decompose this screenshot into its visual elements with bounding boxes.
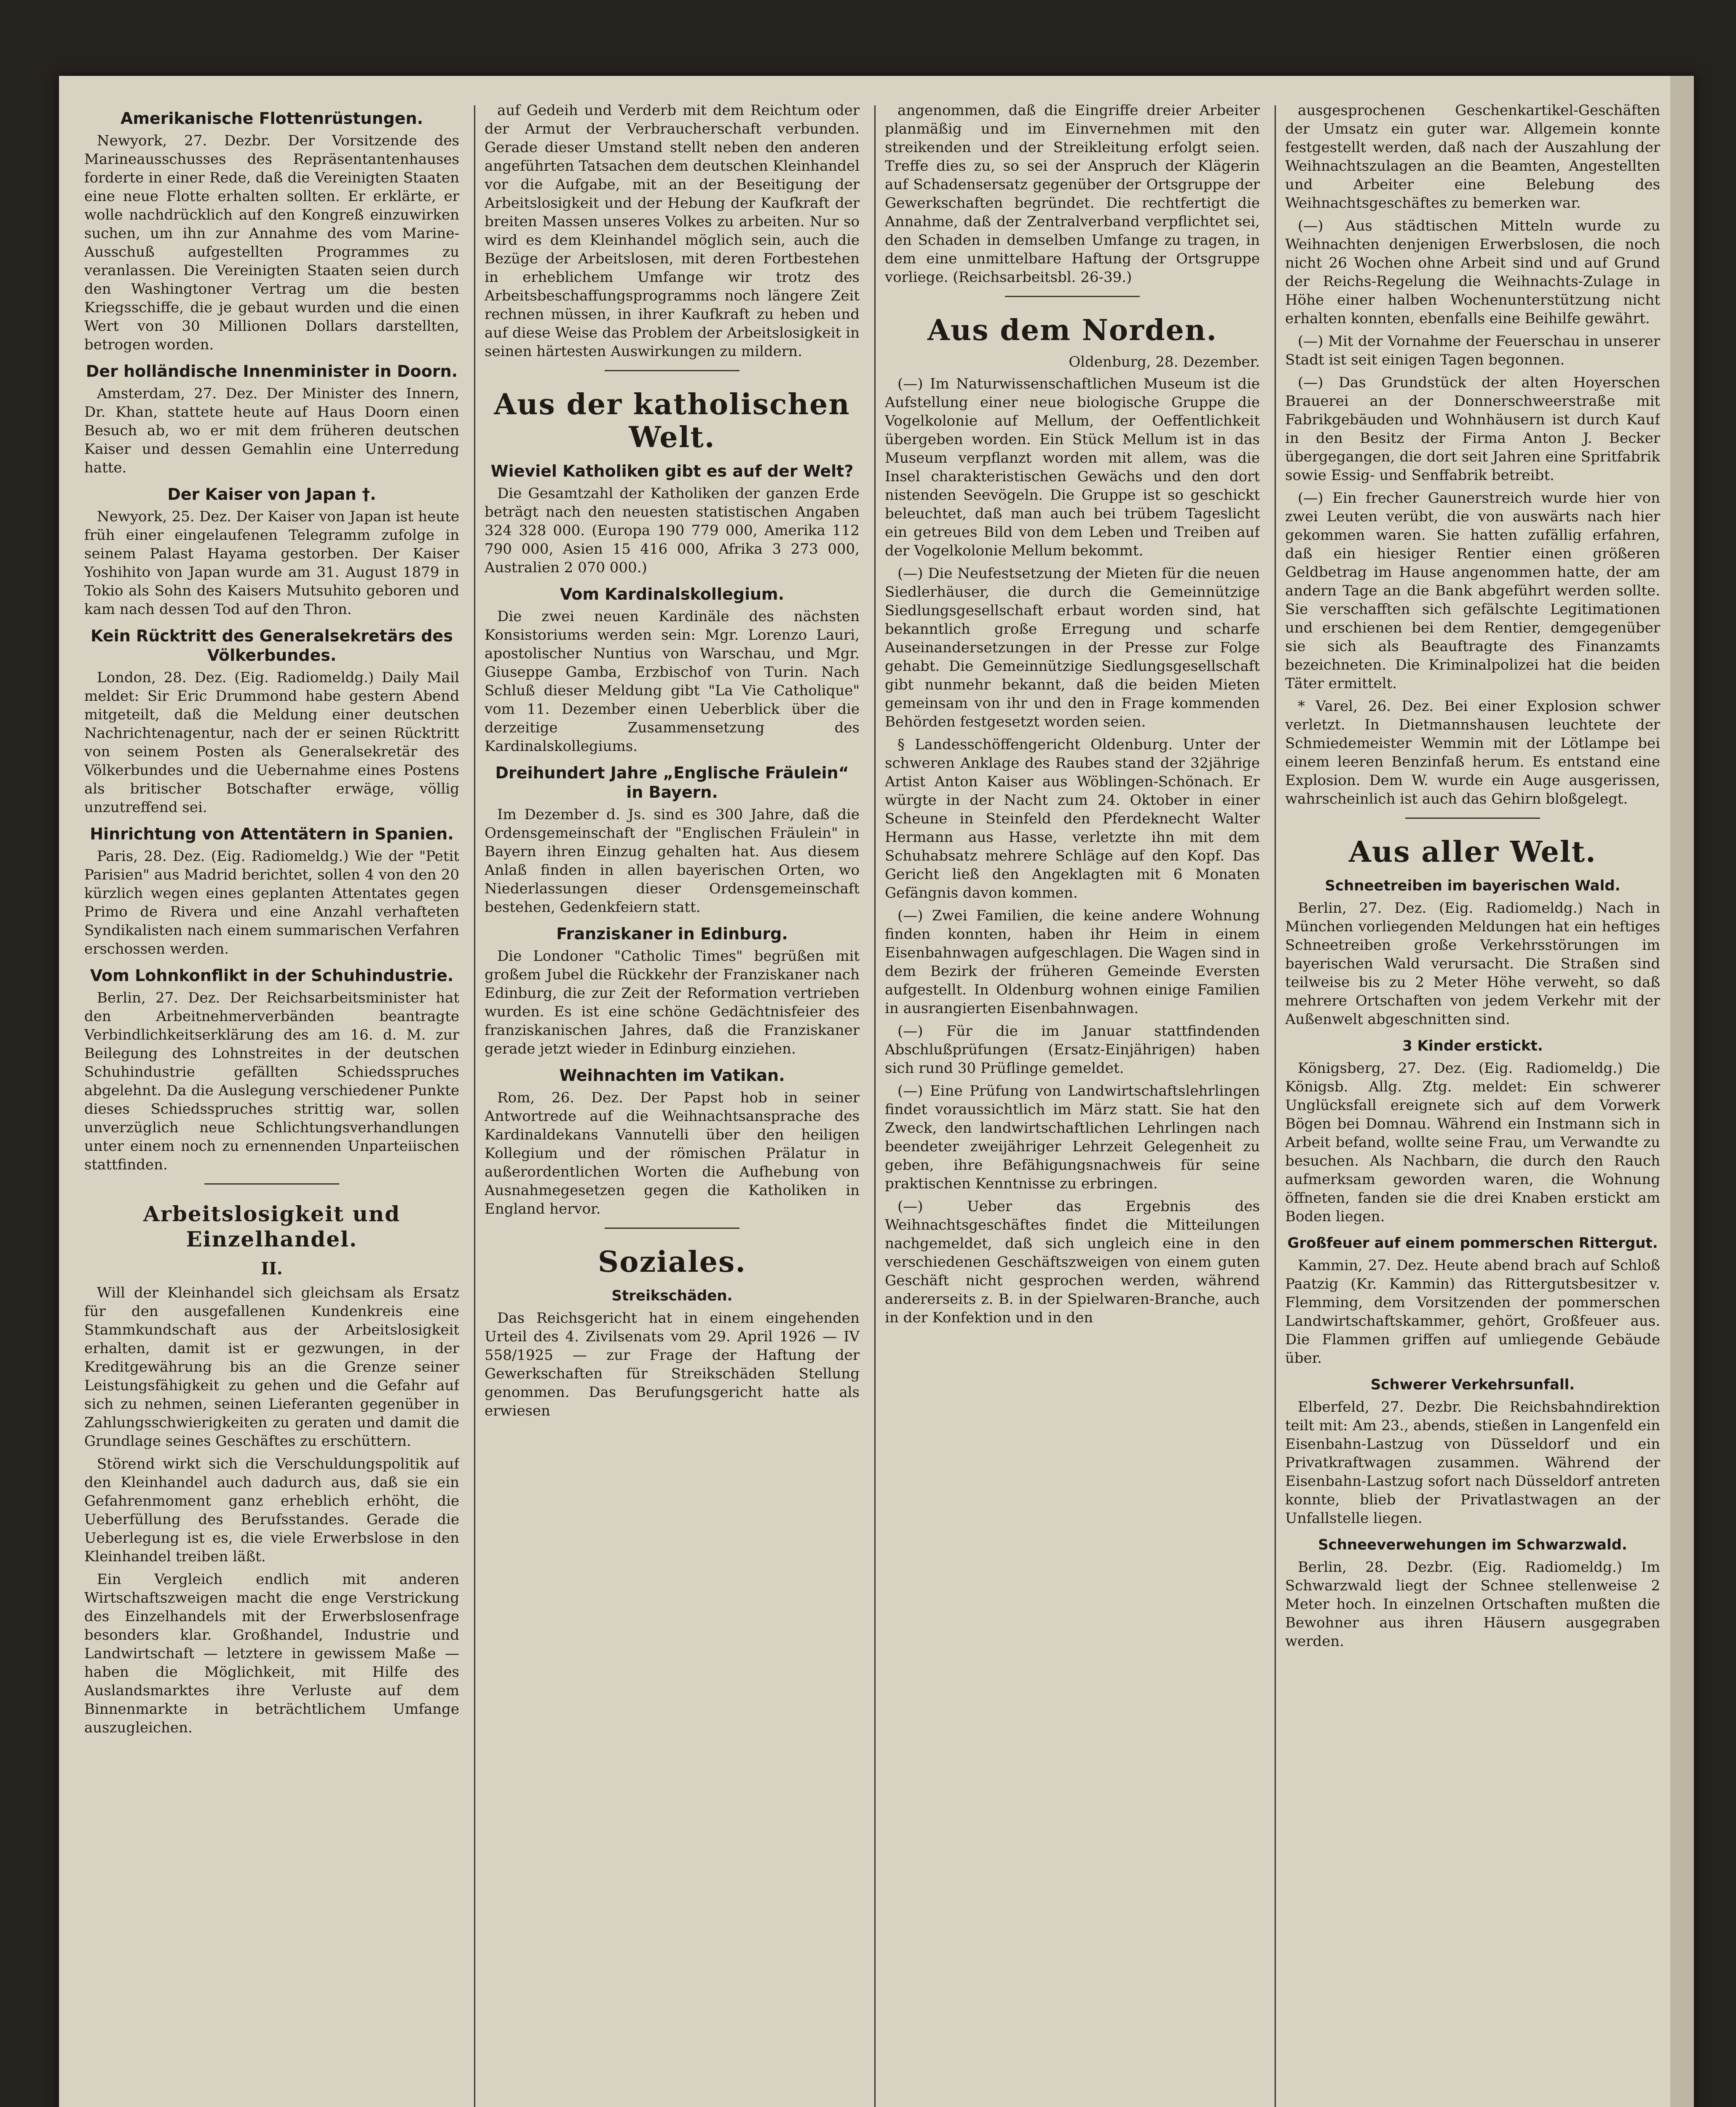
article-text: Die Londoner "Catholic Times" begrüßen mit großem Jubel die Rückkehr der Franziskaner nach Edinburg, die zur Zeit der Reformation vertrieben wurden. Es ist eine schöne Gedächtnisfeier des franziskanischen Jahres, daß die Franziskaner gerade jetzt wieder in Edinburg einziehen. xyxy=(485,948,860,1057)
article-text: (—) Die Neufestsetzung der Mieten für die neuen Siedlerhäuser, die durch die Gemeinnützige Siedlungsgesellschaft erbaut worden sind, hat bekanntlich große Erregung und scharfe Auseinandersetzungen in der Presse zur Folge gehabt. Die Gemeinnützige Siedlungsgesellschaft gibt nunmehr bekannt, daß die beiden Mieten gemeinsam von ihr und den in Frage kommenden Behörden festgesetzt worden seien. xyxy=(885,565,1260,730)
article-text: Ein Vergleich endlich mit anderen Wirtschaftszweigen macht die enge Verstrickung des Einzelhandels mit der Erwerbslosenfrage besonders klar. Großhandel, Industrie und Landwirtschaft — letztere in gewissem Maße — haben die Möglichkeit, mit Hilfe des Auslandsmarktes ihre Verluste auf dem Binnenmarkte in beträchtlichem Umfange auszugleichen. xyxy=(84,1571,459,1736)
headline: Vom Kardinalskollegium. xyxy=(560,585,785,603)
article-text: Elberfeld, 27. Dezbr. Die Reichsbahndirektion teilt mit: Am 23., abends, stießen in Langenfeld ein Eisenbahn-Lastzug von Düsseldorf und ein Privatkraftwagen zusammen. Während der Eisenbahn-Lastzug sofort nach Düsseldorf antreten konnte, blieb der Privatlastwagen an der Unfallstelle liegen. xyxy=(1285,1399,1660,1527)
article-text: Berlin, 27. Dez. Der Reichsarbeitsminister hat den Arbeitnehmerverbänden beantragte Verbindlichkeitserklärung des am 16. d. M. zur Beilegung des Lohnstreites in der deutschen Schuhindustrie gefällten Schiedsspruches abgelehnt. Da die Auslegung verschiedener Punkte dieses Schiedsspruches strittig war, sollen unverzüglich neue Schlichtungsverhandlungen unter einem noch zu ernennenden Unparteiischen stattfinden. xyxy=(84,989,459,1173)
headline: Amerikanische Flottenrüstungen. xyxy=(120,109,423,128)
article-text: Berlin, 27. Dez. (Eig. Radiomeldg.) Nach in München vorliegenden Meldungen hat ein heftiges Schneetreiben große Verkehrsstörungen im bayerischen Wald verursacht. Die Straßen sind teilweise bis zu 2 Meter Höhe verweht, so daß mehrere Ortschaften von jedem Verkehr mit der Außenwelt abgeschnitten sind. xyxy=(1285,900,1660,1028)
separator xyxy=(605,1228,739,1229)
headline: Weihnachten im Vatikan. xyxy=(559,1066,785,1085)
column-rule xyxy=(1275,105,1276,2107)
headline: Der holländische Innenminister in Doorn. xyxy=(86,362,458,381)
headline: Streikschäden. xyxy=(611,1287,733,1304)
separator xyxy=(1405,818,1540,819)
section-title: Soziales. xyxy=(597,1245,747,1279)
article-text: London, 28. Dez. (Eig. Radiomeldg.) Daily Mail meldet: Sir Eric Drummond habe gestern Abend mitgeteilt, daß die Meldung einer deutschen Nachrichtenagentur, nach der er seinen Rücktritt von seinem Posten als Generalsekretär des Völkerbundes und die Uebernahme eines Postens als britischer Botschafter erwäge, völlig unzutreffend sei. xyxy=(84,669,459,816)
page-edge xyxy=(1670,76,1694,2107)
column-2 xyxy=(485,101,860,2107)
article-text: Im Dezember d. Js. sind es 300 Jahre, daß die Ordensgemeinschaft der "Englischen Fräulein" in Bayern ihren Einzug gehalten hat. Aus diesem Anlaß finden in allen bayerischen Orten, wo Niederlassungen dieser Ordensgemeinschaft bestehen, Gedenkfeiern statt. xyxy=(485,806,860,916)
article-text: angenommen, daß die Eingriffe dreier Arbeiter planmäßig und im Einvernehmen mit den streikenden und der Streikleitung erfolgt seien. Treffe dies zu, so sei der Anspruch der Klägerin auf Schadensersatz gegenüber der Ortsgruppe der Gewerkschaften begründet. Die rechtfertigt die Annahme, daß der Zentralverband verpflichtet sei, den Schaden in demselben Umfange zu tragen, in dem eine unmittelbare Haftung der Ortsgruppe vorliege. (Reichsarbeitsbl. 26-39.) xyxy=(885,102,1260,286)
article-text: (—) Mit der Vornahme der Feuerschau in unserer Stadt ist seit einigen Tagen begonnen. xyxy=(1285,333,1660,368)
headline: 3 Kinder erstickt. xyxy=(1402,1037,1543,1054)
column-1 xyxy=(84,101,459,2107)
article-text: Das Reichsgericht hat in einem eingehenden Urteil des 4. Zivilsenats vom 29. April 1926 — IV 558/1925 — zur Frage der Haftung der Gewerkschaften für Streikschäden Stellung genommen. Das Berufungsgericht hatte als erwiesen xyxy=(485,1310,860,1419)
section-title: Aus aller Welt. xyxy=(1349,835,1597,869)
headline: Schwerer Verkehrsunfall. xyxy=(1370,1376,1575,1393)
article-text: Newyork, 25. Dez. Der Kaiser von Japan ist heute früh einer eingelaufenen Telegramm zufolge in seinem Palast Hayama gestorben. Der Kaiser Yoshihito von Japan wurde am 31. August 1879 in Tokio als Sohn des Kaisers Mutsuhito geboren und kam nach dessen Tod auf den Thron. xyxy=(84,508,459,618)
column-rule xyxy=(874,105,876,2107)
article-text: * Varel, 26. Dez. Bei einer Explosion schwer verletzt. In Dietmannshausen leuchtete der Schmiedemeister Wemmin mit der Lötlampe bei einem leeren Benzinfaß herum. Es entstand eine Explosion. Dem W. wurde ein Auge ausgerissen, wahrscheinlich ist auch das Gehirn bloßgelegt. xyxy=(1285,698,1660,807)
article-text: Die Gesamtzahl der Katholiken der ganzen Erde beträgt nach den neuesten statistischen Angaben 324 328 000. (Europa 190 779 000, Amerika 112 790 000, Asien 15 416 000, Afrika 3 273 000, Australien 2 070 000.) xyxy=(485,485,860,576)
headline: Franziskaner in Edinburg. xyxy=(556,925,788,943)
article-text: (—) Ein frecher Gaunerstreich wurde hier von zwei Leuten verübt, die von auswärts nach hier gekommen waren. Sie hatten zufällig erfahren, daß ein hiesiger Rentier einen größeren Geldbetrag im Hause angenommen hatte, der am andern Tage an die Bank abgeführt werden sollte. Sie verschafften sich gefälschte Legitimationen und erschienen bei dem Rentier, demgegenüber sie sich als Beauftragte des Finanzamts bezeichneten. Die Kriminalpolizei hat die beiden Täter ermittelt. xyxy=(1285,490,1660,692)
separator xyxy=(605,370,739,371)
headline: Schneetreiben im bayerischen Wald. xyxy=(1325,877,1621,894)
article-text: Störend wirkt sich die Verschuldungspolitik auf den Kleinhandel auch dadurch aus, daß sie ein Gefahrenmoment ganz erheblich erhöht, die Ueberfüllung des Berufsstandes. Gerade die Ueberlegung ist es, die viele Erwerbslose in den Kleinhandel treiben läßt. xyxy=(84,1456,459,1565)
article-text: Berlin, 28. Dezbr. (Eig. Radiomeldg.) Im Schwarzwald liegt der Schnee stellenweise 2 Meter hoch. In einzelnen Ortschaften mußten die Bewohner aus ihren Häusern ausgegraben werden. xyxy=(1285,1559,1660,1650)
headline: Dreihundert Jahre „Englische Fräulein“ in Bayern. xyxy=(495,764,849,802)
headline: Wieviel Katholiken gibt es auf der Welt? xyxy=(490,462,854,480)
article-text: ausgesprochenen Geschenkartikel-Geschäften der Umsatz ein guter war. Allgemein konnte festgestellt werden, daß nach der Auszahlung der Weihnachtszulagen an die Beamten, Angestellten und Arbeiter eine Belebung des Weihnachtsgeschäftes zu bemerken war. xyxy=(1285,102,1660,212)
column-rule xyxy=(474,105,475,2107)
article-text: Paris, 28. Dez. (Eig. Radiomeldg.) Wie der "Petit Parisien" aus Madrid berichtet, sollen 4 von den 20 kürzlich wegen eines geplanten Attentates gegen Primo de Rivera und eine Anzahl verhafteten Syndikalisten nach einem summarischen Verfahren erschossen werden. xyxy=(84,848,459,957)
column-4 xyxy=(1285,101,1660,2107)
headline: Der Kaiser von Japan †. xyxy=(167,485,376,504)
article-text: Amsterdam, 27. Dez. Der Minister des Innern, Dr. Khan, stattete heute auf Haus Doorn einen Besuch ab, wo er mit dem früheren deutschen Kaiser und dessen Gemahlin eine Unterredung hatte. xyxy=(84,385,459,476)
section-title: Aus der katholischen Welt. xyxy=(494,388,850,454)
headline: Vom Lohnkonflikt in der Schuhindustrie. xyxy=(90,966,454,985)
section-title: Arbeitslosigkeit und Einzelhandel. xyxy=(143,1201,401,1252)
article-text: Will der Kleinhandel sich gleichsam als Ersatz für den ausgefallenen Kundenkreis eine Stammkundschaft aus der Arbeitslosigkeit erhalten, damit ist er gezwungen, in der Kreditgewährung bis an die Grenze seiner Leistungsfähigkeit zu gehen und die Gefahr auf sich zu nehmen, seinen Lieferanten gegenüber in Zahlungsschwierigkeiten zu geraten und damit die Grundlage seines Geschäftes zu erschüttern. xyxy=(84,1284,459,1450)
newspaper-page xyxy=(59,76,1694,2107)
headline: Großfeuer auf einem pommerschen Rittergut. xyxy=(1287,1235,1658,1252)
headline: Kein Rücktritt des Generalsekretärs des Völkerbundes. xyxy=(91,627,453,665)
article-text: (—) Aus städtischen Mitteln wurde zu Weihnachten denjenigen Erwerbslosen, die noch nicht 26 Wochen ohne Arbeit sind und auf Grund der Reichs-Regelung die Weihnachts-Zulage in Höhe einer halben Wochenunterstützung nicht erhalten konnten, ebenfalls eine Beihilfe gewährt. xyxy=(1285,217,1660,327)
section-title: Aus dem Norden. xyxy=(927,314,1217,347)
article-text: (—) Im Naturwissenschaftlichen Museum ist die Aufstellung einer neue biologische Gruppe die Vogelkolonie auf Mellum, der Oeffentlichkeit übergeben worden. Ein Stück Mellum ist in das Museum verpflanzt worden mit allem, was die Insel charakteristischen Gewächs und den dort nistenden Seevögeln. Die Gruppe ist so geschickt beleuchtet, daß man auch bei trübem Tageslicht ein getreues Bild von dem Leben und Treiben auf der Vogelkolonie Mellum bekommt. xyxy=(885,375,1260,559)
article-text: (—) Zwei Familien, die keine andere Wohnung finden konnten, haben ihr Heim in einem Eisenbahnwagen aufgeschlagen. Die Wagen sind in dem Bezirk der früheren Gemeinde Eversten aufgestellt. In Oldenburg wohnen einige Familien in ausrangierten Eisenbahnwagen. xyxy=(885,907,1260,1017)
article-text: auf Gedeih und Verderb mit dem Reichtum oder der Armut der Verbraucherschaft verbunden. Gerade dieser Umstand stellt neben den anderen angeführten Tatsachen dem deutschen Kleinhandel vor die Aufgabe, mit an der Beseitigung der Arbeitslosigkeit und der Hebung der Kaufkraft der breiten Massen unseres Volkes zu arbeiten. Nur so wird es dem Kleinhandel möglich sein, auch die Bezüge der Arbeitslosen, mit deren Fortbestehen in erheblichem Umfange wir trotz des Arbeitsbeschaffungsprogramms noch längere Zeit rechnen müssen, in ihrer Kaufkraft zu heben und auf diese Weise das Problem der Arbeitslosigkeit in seinen härtesten Auswirkungen zu mildern. xyxy=(485,102,860,360)
article-text: (—) Eine Prüfung von Landwirtschaftslehrlingen findet voraussichtlich im März statt. Sie hat den Zweck, den landwirtschaftlichen Lehrlingen nach beendeter zweijähriger Lehrzeit Gelegenheit zu geben, ihre Befähigungsnachweis für seine praktischen Kenntnisse zu erbringen. xyxy=(885,1083,1260,1192)
article-text: § Landesschöffengericht Oldenburg. Unter der schweren Anklage des Raubes stand der 32jährige Artist Anton Kaiser aus Wöblingen-Schönach. Er würgte in der Nacht zum 24. Oktober in einer Scheune in Steinfeld den Pferdeknecht Walter Hermann aus Hasse, verletzte ihn mit dem Schuhabsatz mehrere Schläge auf den Kopf. Das Gericht ließ den Angeklagten mit 6 Monaten Gefängnis davon kommen. xyxy=(885,736,1260,901)
separator xyxy=(1005,296,1140,297)
column-3 xyxy=(885,101,1260,2107)
headline: Hinrichtung von Attentätern in Spanien. xyxy=(90,825,454,843)
article-text: Rom, 26. Dez. Der Papst hob in seiner Antwortrede auf die Weihnachtsansprache des Kardinaldekans Vannutelli über den heiligen Kollegium und der römischen Prälatur in außerordentlichen Worten die Aufhebung von Ausnahmegesetzen gegen die Katholiken in England hervor. xyxy=(485,1089,860,1217)
article-text: Kammin, 27. Dez. Heute abend brach auf Schloß Paatzig (Kr. Kammin) das Rittergutsbesitzer v. Flemming, dem Vorsitzenden der pommerschen Landwirtschaftskammer, gehört, Großfeuer aus. Die Flammen griffen auf umliegende Gebäude über. xyxy=(1285,1257,1660,1367)
dateline: Oldenburg, 28. Dezember. xyxy=(1069,354,1260,370)
article-text: (—) Das Grundstück der alten Hoyerschen Brauerei an der Donnerschweerstraße mit Fabrikgebäuden und Wohnhäusern ist durch Kauf in den Besitz der Firma Anton J. Becker übergegangen, die dort seit Jahren eine Spritfabrik sowie Essig- und Senffabrik betreibt. xyxy=(1285,374,1660,484)
article-text: (—) Ueber das Ergebnis des Weihnachtsgeschäftes findet die Mitteilungen nachgemeldet, daß sich ungleich eine in den verschiedenen Geschäftszweigen von einem guten Geschäft nicht gesprochen werden, während andererseits z. B. in der Spielwaren-Branche, auch in der Konfektion und in den xyxy=(885,1198,1260,1326)
article-text: Newyork, 27. Dezbr. Der Vorsitzende des Marineausschusses des Repräsentantenhauses forderte in einer Rede, daß die Vereinigten Staaten eine neue Flotte erhalten sollten. Er erklärte, er wolle nachdrücklich auf den Kongreß einzuwirken suchen, um ihn zur Annahme des vom Marine-Ausschuß aufgestellten Programmes zu veranlassen. Die Vereinigten Staaten seien durch den Washingtoner Vertrag um die besten Kriegsschiffe, die je gebaut wurden und die einen Wert von 30 Millionen Dollars darstellten, betrogen worden. xyxy=(84,132,459,353)
article-text: Königsberg, 27. Dez. (Eig. Radiomeldg.) Die Königsb. Allg. Ztg. meldet: Ein schwerer Unglücksfall ereignete sich auf dem Vorwerk Bögen bei Domnau. Während ein Instmann sich in Arbeit befand, wollte seine Frau, um Verwandte zu besuchen. Als Nachbarn, die durch den Rauch aufmerksam geworden waren, die Wohnung öffneten, fanden sie die drei Knaben erstickt am Boden liegen. xyxy=(1285,1060,1660,1225)
separator xyxy=(204,1183,339,1185)
article-text: (—) Für die im Januar stattfindenden Abschlußprüfungen (Ersatz-Einjährigen) haben sich rund 30 Prüflinge gemeldet. xyxy=(885,1023,1260,1077)
part-number: II. xyxy=(261,1259,283,1279)
article-text: Die zwei neuen Kardinäle des nächsten Konsistoriums werden sein: Mgr. Lorenzo Lauri, apostolischer Nuntius von Warschau, und Mgr. Giuseppe Gamba, Erzbischof von Turin. Nach Schluß dieser Meldung gibt "La Vie Catholique" vom 11. Dezember einen Ueberblick über die derzeitige Zusammensetzung des Kardinalskollegiums. xyxy=(485,608,860,755)
headline: Schneeverwehungen im Schwarzwald. xyxy=(1318,1536,1627,1553)
